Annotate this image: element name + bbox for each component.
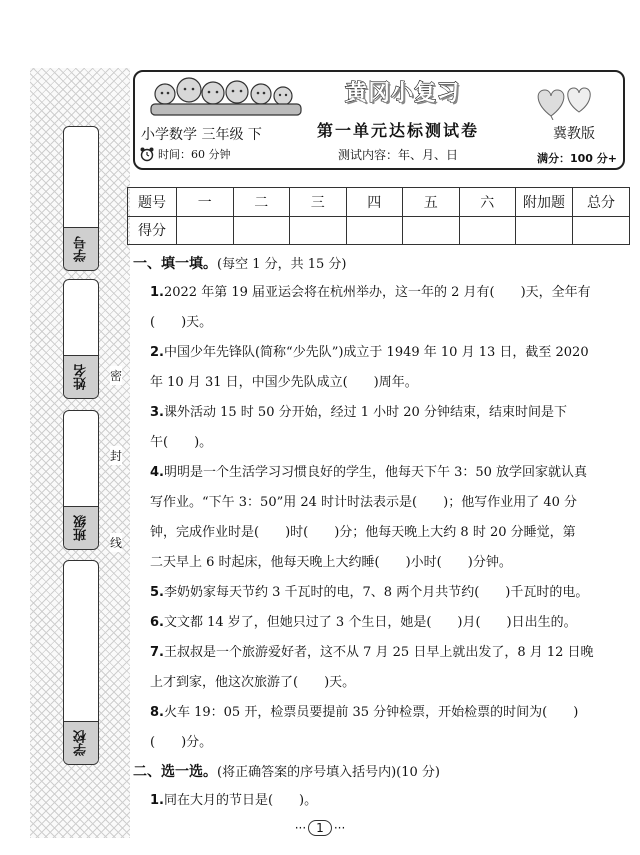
question-2-1 (150, 786, 630, 816)
question-text: 同在大月的节日是( )。 (163, 793, 318, 808)
question-text: 中国少年先锋队(简称“少先队”)成立于 1949 年 10 月 13 日，截至 2020 (163, 345, 589, 360)
score-table-score-row (128, 216, 630, 245)
brand-title: 黄冈小复习 (345, 81, 461, 106)
question-8-continued: ( )分。 (150, 735, 213, 750)
question-7-continued: 上才到家，他这次旅游了( )天。 (150, 675, 356, 690)
exam-title: 第一单元达标测试卷 (317, 121, 480, 140)
name-label: 姓名 (73, 364, 89, 390)
question-4-continued: 写作业。“下午 3：50”用 24 时计时法表示是( )；他写作业用了 40 分 (150, 495, 577, 510)
children-illustration-icon (147, 74, 327, 116)
score-table-header-row (128, 188, 630, 217)
page-footer (0, 820, 640, 836)
time-limit-text: 时间：60 分钟 (158, 148, 231, 161)
question-7 (150, 638, 630, 668)
table-cell: 一 (177, 188, 234, 217)
score-input-cell[interactable] (516, 216, 573, 245)
hearts-icon (531, 80, 611, 120)
question-number: 3. (150, 405, 164, 420)
table-cell: 总分 (573, 188, 630, 217)
question-text: 火车 19：05 开，检票员要提前 35 分钟检票，开始检票的时间为( ) (163, 705, 579, 720)
question-4 (150, 458, 630, 488)
score-input-cell[interactable] (573, 216, 630, 245)
question-3 (150, 398, 630, 428)
table-cell: 六 (459, 188, 516, 217)
section-title: 一、填一填。 (133, 256, 217, 272)
subject-grade: 小学数学 三年级 下 (141, 127, 262, 143)
class-label: 班级 (73, 515, 89, 541)
question-number: 6. (150, 615, 164, 630)
question-6 (150, 608, 630, 638)
time-limit (139, 146, 231, 162)
question-4-continued: 二天早上 6 时起床，他每天晚上大约睡( )小时( )分钟。 (150, 555, 512, 570)
question-number: 7. (150, 645, 164, 660)
seal-char-xian: 线 (110, 533, 122, 552)
school-box[interactable] (63, 560, 99, 765)
question-4-continued: 钟，完成作业时是( )时( )分；他每天晚上大约 8 时 20 分睡觉，第 (150, 525, 576, 540)
edition-label: 冀教版 (553, 126, 595, 142)
question-number: 5. (150, 585, 164, 600)
question-text: 李奶奶家每天节约 3 千瓦时的电，7、8 两个月共节约( )千瓦时的电。 (163, 585, 589, 600)
table-cell: 得分 (128, 216, 177, 245)
question-1-continued: ( )天。 (150, 315, 213, 330)
footer-dots: ··· (333, 821, 346, 835)
table-cell: 三 (290, 188, 347, 217)
question-text: 文文都 14 岁了，但她只过了 3 个生日，她是( )月( )日出生的。 (163, 615, 577, 630)
footer-dots: ··· (294, 821, 307, 835)
alarm-clock-icon (139, 146, 155, 162)
section-1-heading (133, 253, 347, 273)
question-2 (150, 338, 630, 368)
score-input-cell[interactable] (177, 216, 234, 245)
score-input-cell[interactable] (403, 216, 460, 245)
seal-char-mi: 密 (110, 366, 122, 385)
seal-char-feng: 封 (110, 446, 122, 465)
question-number: 2. (150, 345, 164, 360)
score-input-cell[interactable] (233, 216, 290, 245)
score-input-cell[interactable] (459, 216, 516, 245)
section-note: (每空 1 分，共 15 分) (217, 257, 347, 272)
school-label: 学校 (73, 730, 89, 756)
question-number: 8. (150, 705, 164, 720)
table-cell: 四 (346, 188, 403, 217)
class-box[interactable] (63, 410, 99, 550)
question-8 (150, 698, 630, 728)
test-content: 测试内容：年、月、日 (338, 148, 459, 162)
student-number-box[interactable] (63, 126, 99, 271)
question-text: 2022 年第 19 届亚运会将在杭州举办，这一年的 2 月有( )天，全年有 (163, 285, 591, 300)
question-text: 王叔叔是一个旅游爱好者，这不从 7 月 25 日早上就出发了，8 月 12 日晚 (163, 645, 594, 660)
table-cell: 附加题 (516, 188, 573, 217)
question-number: 1. (150, 285, 164, 300)
question-number: 1. (150, 793, 164, 808)
student-number-label: 学号 (73, 236, 89, 262)
section-2-heading (133, 761, 440, 781)
section-title: 二、选一选。 (133, 764, 217, 780)
table-cell: 二 (233, 188, 290, 217)
question-1 (150, 278, 630, 308)
question-number: 4. (150, 465, 164, 480)
table-cell: 题号 (128, 188, 177, 217)
question-text: 明明是一个生活学习习惯良好的学生，他每天下午 3：50 放学回家就认真 (163, 465, 588, 480)
name-box[interactable] (63, 279, 99, 399)
page-number: 1 (308, 820, 332, 836)
full-score: 满分：100 分+ (537, 152, 618, 165)
table-cell: 五 (403, 188, 460, 217)
question-3-continued: 午( )。 (150, 435, 213, 450)
question-5 (150, 578, 630, 608)
question-2-continued: 年 10 月 31 日，中国少先队成立( )周年。 (150, 375, 418, 390)
question-text: 课外活动 15 时 50 分开始，经过 1 小时 20 分钟结束，结束时间是下 (163, 405, 567, 420)
section-note: (将正确答案的序号填入括号内)(10 分) (217, 765, 440, 780)
score-input-cell[interactable] (346, 216, 403, 245)
exam-header (133, 70, 625, 170)
score-table (127, 187, 630, 245)
score-input-cell[interactable] (290, 216, 347, 245)
